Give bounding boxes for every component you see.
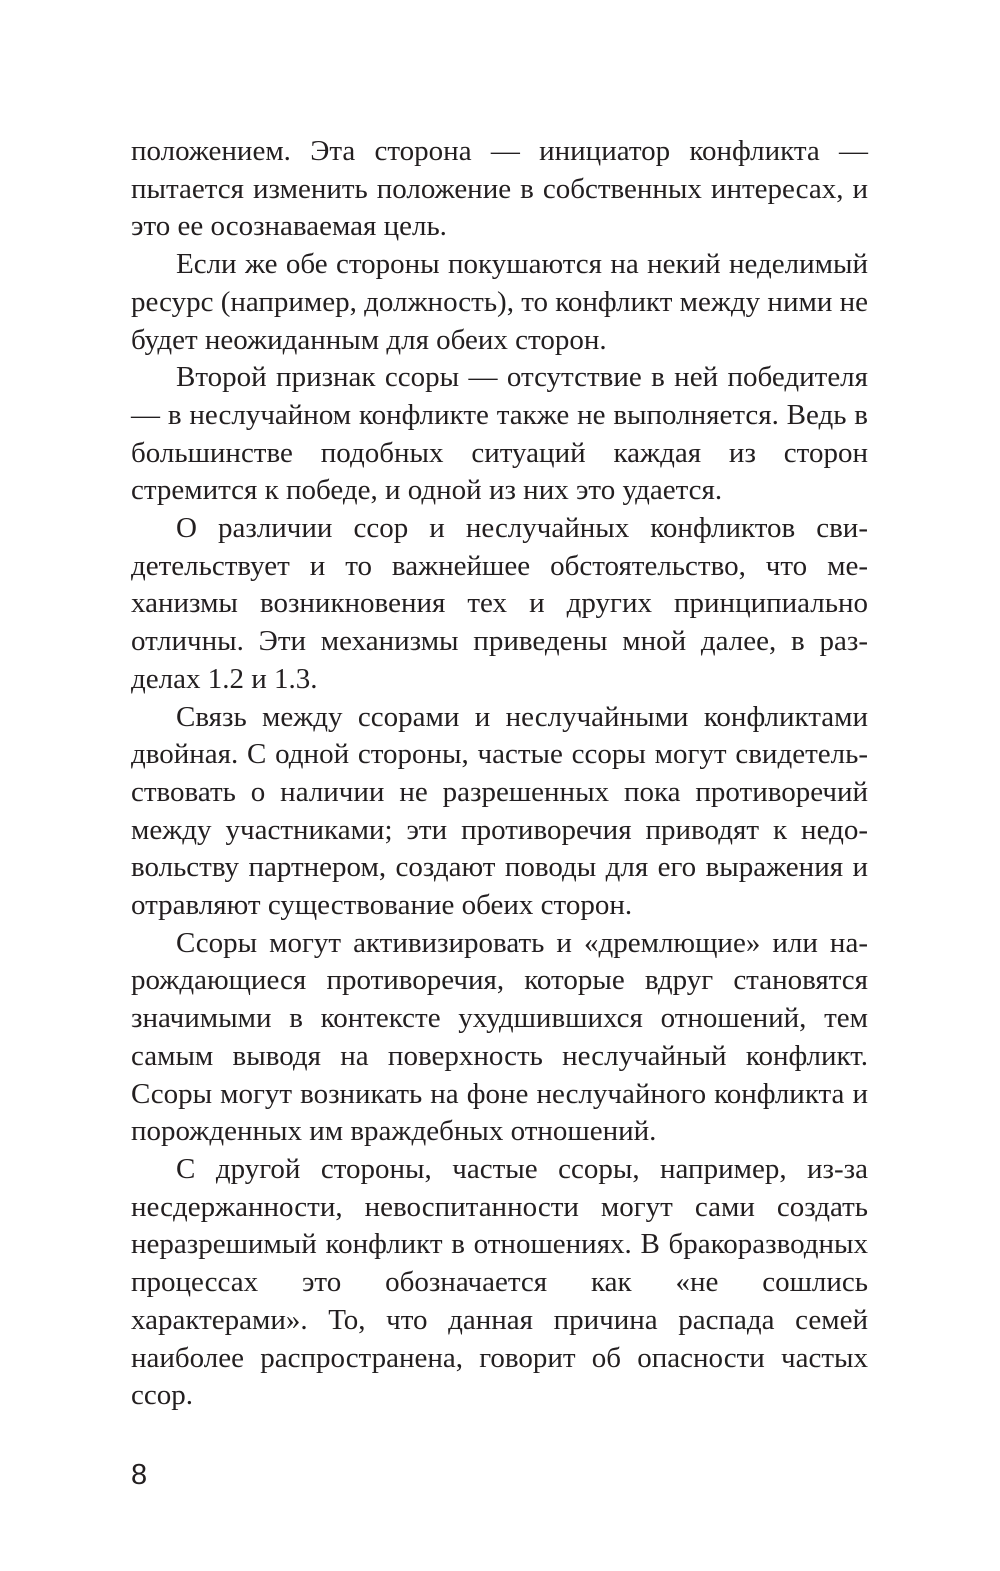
paragraph: Связь между ссорами и неслучайными конфликтами двойная. С одной стороны, частые ссоры могут свидетельствовать о наличии не разрешенных пока противоречий между участниками; эти противоречия приводят к недовольству партнером, создают поводы для его выражения и отравляют существование обеих сторон.: [131, 700, 868, 922]
paragraph: О различии ссор и неслучайных конфликтов свидетельствует и то важнейшее обстоятельство, что механизмы возникновения тех и других принципиально отличны. Эти механизмы приведены мной далее, в разделах 1.2 и 1.3.: [131, 512, 868, 695]
page-number: 8: [131, 1459, 148, 1491]
paragraph: Если же обе стороны покушаются на некий неделимый ресурс (например, должность), то конфликт между ними не будет неожиданным для обеих сторон.: [131, 248, 868, 356]
paragraph: С другой стороны, частые ссоры, например, из-за несдержанности, невоспитанности могут сами создать неразрешимый конфликт в отношениях. В бракоразводных процессах это обозначается как «не сошлись характерами». То, что данная причина распада семей наиболее распространена, говорит об опасности частых ссор.: [131, 1152, 868, 1412]
body-text: [131, 133, 868, 1415]
paragraph: Второй признак ссоры — отсутствие в ней победителя — в неслучайном конфликте также не выполняется. Ведь в большинстве подобных ситуаций каждая из сторон стремится к победе, и одной из них это удается.: [131, 361, 868, 507]
paragraph: Ссоры могут активизировать и «дремлющие» или нарождающиеся противоречия, которые вдруг становятся значимыми в контексте ухудшившихся отношений, тем самым выводя на поверхность неслучайный конфликт. Ссоры могут возникать на фоне неслучайного конфликта и порожденных им враждебных отношений.: [131, 926, 868, 1148]
paragraph-continued: положением. Эта сторона — инициатор конфликта — пытается изменить положение в собственных интересах, и это ее осознаваемая цель.: [131, 135, 868, 243]
